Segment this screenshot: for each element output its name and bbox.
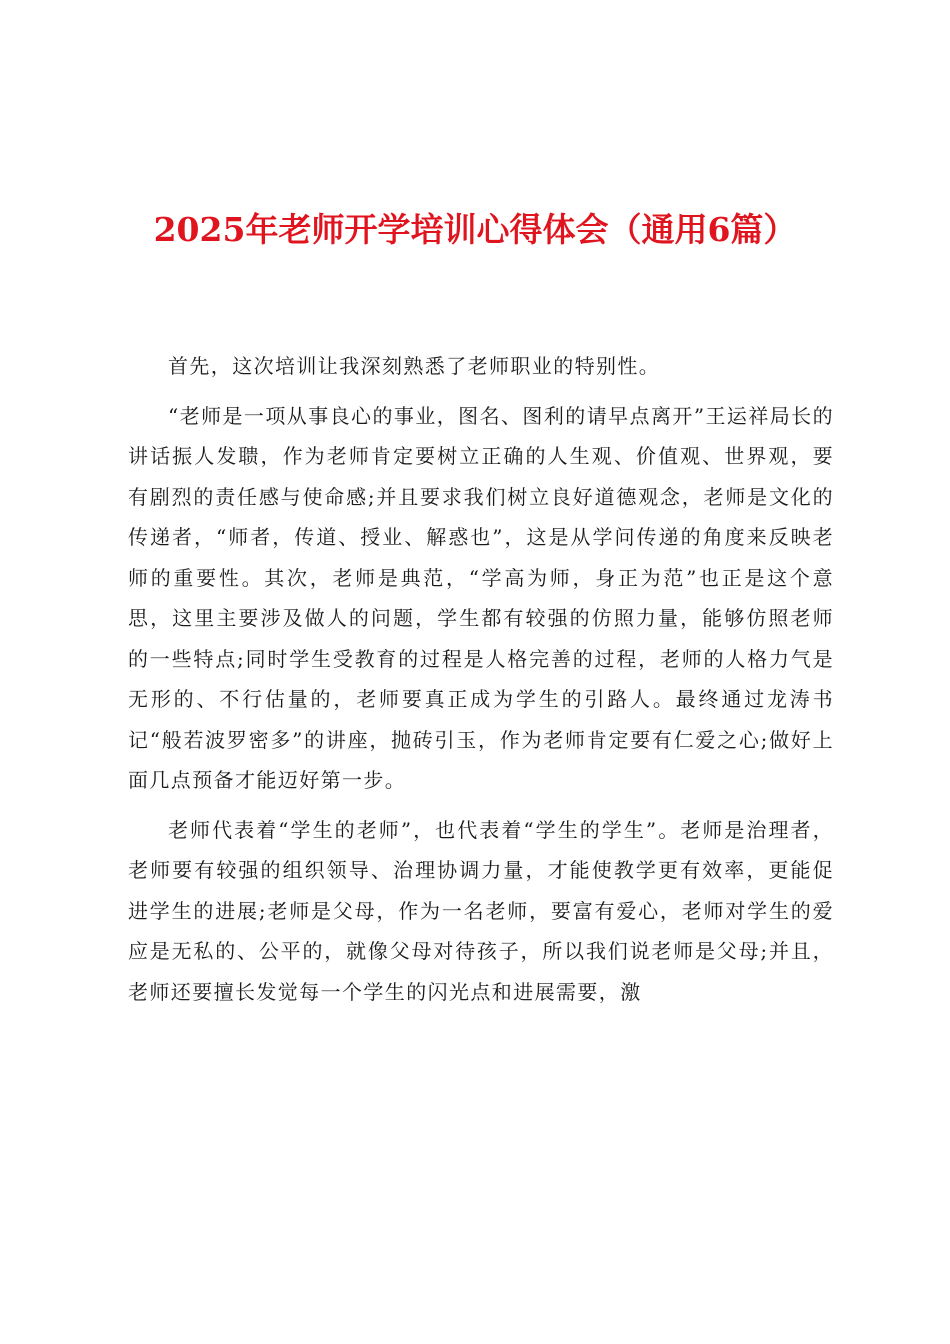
document-body [128, 346, 834, 1021]
paragraph-1: 首先，这次培训让我深刻熟悉了老师职业的特别性。 [168, 354, 661, 378]
paragraph-3: 老师代表着“学生的老师”，也代表着“学生的学生”。老师是治理者，老师要有较强的组织领导、治理协调力量，才能使教学更有效率，更能促进学生的进展;老师是父母，作为一名老师，要富有爱心，老师对学生的爱应是无私的、公平的，就像父母对待孩子，所以我们说老师是父母;并且，老师还要擅长发觉每一个学生的闪光点和进展需要，激 [128, 817, 834, 1004]
paragraph-2: “老师是一项从事良心的事业，图名、图利的请早点离开”王运祥局长的讲话振人发聩，作为老师肯定要树立正确的人生观、价值观、世界观，要有剧烈的责任感与使命感;并且要求我们树立良好道德观念，老师是文化的传递者，“师者，传道、授业、解惑也”，这是从学问传递的角度来反映老师的重要性。其次，老师是典范，“学高为师，身正为范”也正是这个意思，这里主要涉及做人的问题，学生都有较强的仿照力量，能够仿照老师的一些特点;同时学生受教育的过程是人格完善的过程，老师的人格力气是无形的、不行估量的，老师要真正成为学生的引路人。最终通过龙涛书记“般若波罗密多”的讲座，抛砖引玉，作为老师肯定要有仁爱之心;做好上面几点预备才能迈好第一步。 [128, 403, 834, 792]
document-title: 2025年老师开学培训心得体会（通用6篇） [153, 210, 797, 250]
